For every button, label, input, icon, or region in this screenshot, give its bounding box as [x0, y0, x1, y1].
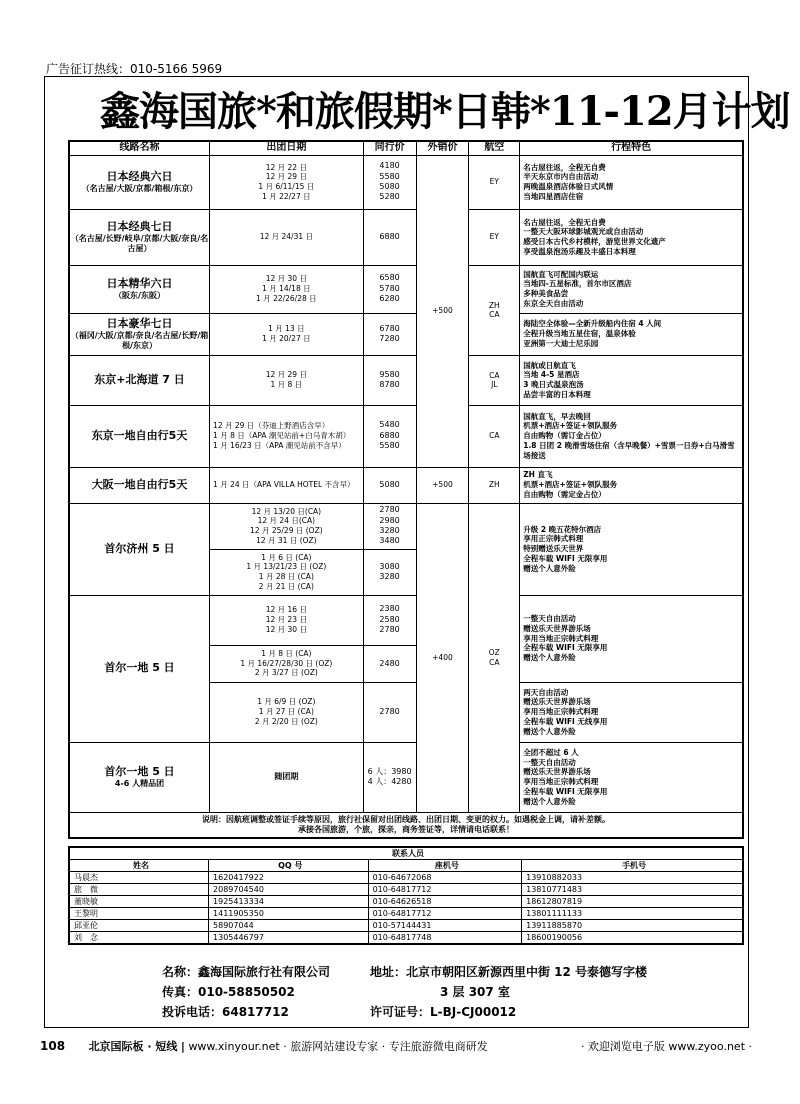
- company-address-2: 3 层 307 室: [440, 985, 510, 999]
- page-footer: [40, 1038, 760, 1054]
- col-air: 航空: [469, 141, 520, 155]
- table-row: 日本经典六日 （名古屋/大阪/京都/箱根/东京） 12 月 22 日 12 月 29 日 1 月 6/11/15 日 1 月 22/27 日 4180 5580 5080 5280 +500 EY 名古屋往返，全程无自费 半天东京市内自由活动 两晚温泉酒店体验日式风情 当地四星酒店住宿: [69, 155, 743, 209]
- table-row: 王黎明 1411905350 010-64817712 13801111133: [69, 908, 743, 920]
- col-ext: 外销价: [416, 141, 469, 155]
- table-row: 1 月 6 日 (CA) 1 月 13/21/23 日 (OZ) 1 月 28 日 (CA) 2 月 21 日 (CA) 3080 3280: [69, 549, 743, 595]
- col-date: 出团日期: [210, 141, 364, 155]
- company-info: [162, 962, 648, 1022]
- table-row: 首尔一地 5 日 4-6 人精品团 随团期 6 人：3980 4 人：4280 全团不超过 6 人 一整天自由活动 赠送乐天世界游乐场 享用当地正宗韩式料理 全程车载 WIFI 无限享用 赠送个人意外险: [69, 742, 743, 812]
- company-complaint: 投诉电话：64817712: [162, 1005, 289, 1019]
- col-route: 线路名称: [69, 141, 210, 155]
- col-feat: 行程特色: [520, 141, 743, 155]
- footer-link[interactable]: www.xinyour.net · 旅游网站建设专家 · 专注旅游微电商研发: [188, 1040, 488, 1053]
- footer-separator: |: [180, 1040, 185, 1053]
- contacts-table: 联系人员 姓名 QQ 号 座机号 手机号 马晨杰 1620417922 010-64672068 13910882033 旅 微 2089704540 010-64817712 13810771483 董晓敏 1925413334 010-64626518 18612807819 王黎明 1411905350 010-64817712 13801111133 邱亚伦 58907044 010-57144431 13911885870 刘 念 1305446797 010-64817748 18600190056: [68, 846, 744, 945]
- route-cell: 日本经典六日 （名古屋/大阪/京都/箱根/东京）: [69, 155, 210, 209]
- company-name: 名称：鑫海国际旅行社有限公司: [162, 965, 331, 979]
- company-address: 地址：北京市朝阳区新源西里中街 12 号泰德写字楼: [370, 965, 648, 979]
- note-text: 说明：因航班调整或签证手续等原因，旅行社保留对出团线路、出团日期、变更的权力。如遇税金上调，请补差额。: [202, 814, 610, 824]
- table-row: 董晓敏 1925413334 010-64626518 18612807819: [69, 896, 743, 908]
- table-row: 1 月 6/9 日 (OZ) 1 月 27 日 (CA) 2 月 2/20 日 (OZ) 2780 两天自由活动 赠送乐天世界游乐场 享用当地正宗韩式料理 全程车载 WIFI 无线享用 赠送个人意外险: [69, 682, 743, 742]
- table-row: 邱亚伦 58907044 010-57144431 13911885870: [69, 920, 743, 932]
- table-row: 马晨杰 1620417922 010-64672068 13910882033: [69, 872, 743, 884]
- page-number: 108: [40, 1039, 66, 1053]
- note-row: [69, 812, 743, 838]
- table-row: 东京+北海道 7 日 12 月 29 日 1 月 8 日 9580 8780 CA JL 国航或日航直飞 当地 4-5 星酒店 3 晚日式温泉泡汤 品尝丰富的日本料理: [69, 355, 743, 405]
- table-row: 首尔济州 5 日 12 月 13/20 日(CA) 12 月 24 日(CA) 12 月 25/29 日 (OZ) 12 月 31 日 (OZ) 2780 2980 3280 3480 +400 OZ CA 升级 2 晚五花特尔酒店 享用正宗韩式料理 特别赠送乐天世界 全程车载 WIFI 无限享用 赠送个人意外险: [69, 503, 743, 549]
- col-price: 同行价: [363, 141, 416, 155]
- table-row: 1 月 8 日 (CA) 1 月 16/27/28/30 日 (OZ) 2 月 3/27 日 (OZ) 2480: [69, 645, 743, 682]
- ext-price-cell: +400: [416, 503, 469, 812]
- note-text: 承接各国旅游，个旅，探亲，商务签证等，详情请电话联系！: [298, 824, 514, 834]
- table-row: 首尔一地 5 日 12 月 16 日 12 月 23 日 12 月 30 日 2380 2580 2780 一整天自由活动 赠送乐天世界游乐场 享用当地正宗韩式料理 全程车载 WIFI 无限享用 赠送个人意外险: [69, 595, 743, 645]
- table-row: 旅 微 2089704540 010-64817712 13810771483: [69, 884, 743, 896]
- itinerary-table: [68, 140, 744, 839]
- footer-ebook-link[interactable]: · 欢迎浏览电子版 www.zyoo.net ·: [580, 1040, 752, 1053]
- table-row: 日本经典七日 （名古屋/长野/岐阜/京都/大阪/奈良/名古屋） 12 月 24/31 日 6880 EY 名古屋往返，全程无自费 一整天大阪环球影城观光或自由活动 感受日本古代乡村模样，游览世界文化遗产 享受温泉泡汤乐趣及丰盛日本料理: [69, 209, 743, 265]
- table-row: 东京一地自由行5天 12 月 29 日（芬迪上野酒店含早） 1 月 8 日（APA 潮见站前+白马青木胡） 1 月 16/23 日（APA 潮见站前不含早） 5480 6880 5580 CA 国航直飞，早去晚回 机票+酒店+签证+领队服务 自由购物（需订金占位） 1.8 日团 2 晚滑雪场住宿（含早晚餐）+雪票一日券+白马滑雪场接送: [69, 405, 743, 467]
- contacts-title: 联系人员: [69, 847, 743, 860]
- table-row: 刘 念 1305446797 010-64817748 18600190056: [69, 932, 743, 945]
- ext-price-cell: +500: [416, 155, 469, 467]
- footer-brand: 北京国际板 · 短线: [88, 1040, 178, 1053]
- table-row: 日本精华六日 （阪东/东阪） 12 月 30 日 1 月 14/18 日 1 月 22/26/28 日 6580 5780 6280 ZH CA 国航直飞可配国内联运 当地四-五星标准，首尔市区酒店 多种美食品尝 东京全天自由活动: [69, 265, 743, 313]
- header-row: [69, 141, 743, 155]
- table-row: 日本豪华七日 （福冈/大阪/京都/奈良/名古屋/长野/箱根/东京） 1 月 13 日 1 月 20/27 日 6780 7280 海陆空全体验—全新升级船内住宿 4 人间 全程升级当地五星住宿，温泉体验 亚洲第一大迪士尼乐园: [69, 313, 743, 355]
- company-license: 许可证号：L-BJ-CJ00012: [370, 1005, 517, 1019]
- page-title: 鑫海国旅*和旅假期*日韩*11-12月计划: [100, 88, 790, 135]
- company-fax: 传真：010-58850502: [162, 985, 295, 999]
- ad-hotline: 广告征订热线：010-5166 5969: [46, 62, 223, 76]
- table-row: 大阪一地自由行5天 1 月 24 日（APA VILLA HOTEL 不含早） 5080 +500 ZH ZH 直飞 机票+酒店+签证+领队服务 自由购物（需定金占位）: [69, 467, 743, 503]
